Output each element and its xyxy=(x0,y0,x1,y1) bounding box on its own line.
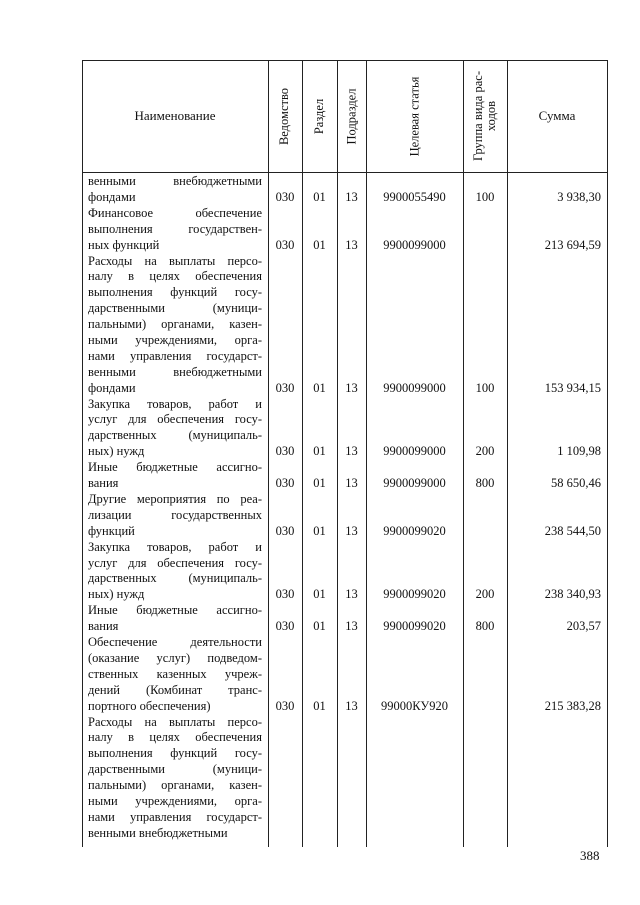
row-razdel: 01 xyxy=(313,476,326,491)
header-gruppa-line2: ходов xyxy=(484,100,498,132)
header-gruppa xyxy=(472,71,498,161)
row-name-line: вания xyxy=(88,476,119,491)
row-podrazdel: 13 xyxy=(345,698,358,713)
row-name-line: Финансовое обеспечение xyxy=(88,205,262,220)
row-summa: 153 934,15 xyxy=(544,380,601,395)
header-name: Наименование xyxy=(134,108,216,123)
row-celevaya: 9900099020 xyxy=(383,619,446,634)
header-celevaya: Целевая статья xyxy=(406,76,421,156)
row-name-line: пальными) органами, казен- xyxy=(88,778,262,793)
header-summa: Сумма xyxy=(538,108,576,123)
row-name-line: услуг для обеспечения госу- xyxy=(88,412,262,427)
row-name-line: Расходы на выплаты персо- xyxy=(88,714,262,729)
row-podrazdel: 13 xyxy=(345,237,358,252)
row-gruppa: 800 xyxy=(475,476,495,491)
row-podrazdel: 13 xyxy=(345,444,358,459)
row-name-line: дений (Комбинат транс- xyxy=(88,682,262,697)
row-celevaya: 9900099000 xyxy=(383,476,446,491)
row-podrazdel: 13 xyxy=(345,380,358,395)
row-name-line: венными внебюджетными xyxy=(88,174,262,188)
row-name-line: фондами xyxy=(88,189,136,204)
row-name-line: нами управления государст- xyxy=(88,809,262,824)
row-name-line: вания xyxy=(88,619,119,634)
row-name-line: дарственных (муниципаль- xyxy=(88,571,262,586)
row-name xyxy=(88,492,262,540)
row-name-line: Иные бюджетные ассигно- xyxy=(88,460,262,475)
row-razdel: 01 xyxy=(313,189,326,204)
row-celevaya: 9900099020 xyxy=(383,523,446,538)
row-podrazdel: 13 xyxy=(345,587,358,602)
row-name-line: портного обеспечения) xyxy=(88,698,211,713)
row-name-line: (оказание услуг) подведом- xyxy=(88,650,262,665)
row-name-line: Иные бюджетные ассигно- xyxy=(88,603,262,618)
page-number: 388 xyxy=(580,848,600,863)
row-name xyxy=(88,603,262,635)
row-celevaya: 99000КУ920 xyxy=(381,698,448,713)
row-razdel: 01 xyxy=(313,380,326,395)
row-summa: 203,57 xyxy=(566,619,601,634)
row-razdel: 01 xyxy=(313,444,326,459)
row-name xyxy=(88,460,262,492)
row-vedomstvo: 030 xyxy=(275,189,295,204)
header-celevaya-cell xyxy=(366,60,463,172)
row-gruppa: 100 xyxy=(475,380,495,395)
row-summa: 238 340,93 xyxy=(544,587,601,602)
row-razdel: 01 xyxy=(313,698,326,713)
row-name-line: Другие мероприятия по реа- xyxy=(88,492,262,506)
row-vedomstvo: 030 xyxy=(275,476,295,491)
row-name-line: Закупка товаров, работ и xyxy=(88,396,262,411)
row-gruppa: 200 xyxy=(475,444,495,459)
row-name-line: налу в целях обеспечения xyxy=(88,730,262,745)
row-podrazdel: 13 xyxy=(345,189,358,204)
row-vedomstvo: 030 xyxy=(275,444,295,459)
row-name xyxy=(88,635,262,714)
row-name-line: лизации государственных xyxy=(88,507,262,522)
row-gruppa: 200 xyxy=(475,587,495,602)
row-name-line: функций xyxy=(88,523,135,538)
row-name-line: выполнения государствен- xyxy=(88,221,262,236)
row-name-line: ных функций xyxy=(88,237,160,252)
row-name-line: ственных казенных учреж- xyxy=(88,666,262,681)
row-razdel: 01 xyxy=(313,523,326,538)
row-summa: 215 383,28 xyxy=(544,698,601,713)
row-name-line: Закупка товаров, работ и xyxy=(88,539,262,554)
row-celevaya: 9900055490 xyxy=(383,189,446,204)
row-name-line: пальными) органами, казен- xyxy=(88,317,262,332)
row-name-line: дарственных (муниципаль- xyxy=(88,428,262,443)
header-razdel: Раздел xyxy=(312,98,327,134)
row-razdel: 01 xyxy=(313,237,326,252)
row-name-line: фондами xyxy=(88,380,136,395)
header-razdel-cell xyxy=(302,60,337,172)
row-name-line: дарственными (муници- xyxy=(88,301,262,316)
header-gruppa-line1: Группа вида рас- xyxy=(471,71,485,161)
row-summa: 58 650,46 xyxy=(551,476,601,491)
row-name xyxy=(88,397,262,461)
row-podrazdel: 13 xyxy=(345,619,358,634)
row-name-line: нами управления государст- xyxy=(88,348,262,363)
row-name xyxy=(88,254,262,397)
row-vedomstvo: 030 xyxy=(275,587,295,602)
header-gruppa-cell xyxy=(463,60,507,172)
row-razdel: 01 xyxy=(313,619,326,634)
row-name xyxy=(88,206,262,254)
row-name xyxy=(88,540,262,604)
row-celevaya: 9900099000 xyxy=(383,237,446,252)
row-name-line: налу в целях обеспечения xyxy=(88,269,262,284)
header-bottom-border xyxy=(82,172,607,173)
row-name-line: ных) нужд xyxy=(88,444,145,459)
row-vedomstvo: 030 xyxy=(275,380,295,395)
row-vedomstvo: 030 xyxy=(275,237,295,252)
row-vedomstvo: 030 xyxy=(275,698,295,713)
header-podrazdel: Подраздел xyxy=(344,88,358,144)
row-name-line: венными внебюджетными xyxy=(88,825,228,840)
row-summa: 238 544,50 xyxy=(544,523,601,538)
header-vedomstvo: Ведомство xyxy=(277,87,292,145)
header-vedomstvo-cell xyxy=(268,60,302,172)
row-name-line: ными учреждениями, орга- xyxy=(88,794,262,809)
row-name-line: выполнения функций госу- xyxy=(88,285,262,300)
row-vedomstvo: 030 xyxy=(275,619,295,634)
row-name-line: Расходы на выплаты персо- xyxy=(88,253,262,268)
col-border-left xyxy=(82,60,83,847)
row-name-line: выполнения функций госу- xyxy=(88,746,262,761)
row-summa: 1 109,98 xyxy=(557,444,601,459)
row-name-line: дарственными (муници- xyxy=(88,762,262,777)
row-celevaya: 9900099000 xyxy=(383,380,446,395)
row-name-line: ных) нужд xyxy=(88,587,145,602)
row-name-line: услуг для обеспечения госу- xyxy=(88,555,262,570)
row-name xyxy=(88,174,262,206)
row-name xyxy=(88,715,262,842)
col-border-right xyxy=(607,60,608,847)
row-name-line: венными внебюджетными xyxy=(88,364,262,379)
row-vedomstvo: 030 xyxy=(275,523,295,538)
row-celevaya: 9900099000 xyxy=(383,444,446,459)
row-podrazdel: 13 xyxy=(345,476,358,491)
row-podrazdel: 13 xyxy=(345,523,358,538)
row-celevaya: 9900099020 xyxy=(383,587,446,602)
row-gruppa: 100 xyxy=(475,189,495,204)
row-name-line: ными учреждениями, орга- xyxy=(88,332,262,347)
header-podrazdel-cell xyxy=(337,60,366,172)
row-summa: 3 938,30 xyxy=(557,189,601,204)
row-summa: 213 694,59 xyxy=(544,237,601,252)
row-name-line: Обеспечение деятельности xyxy=(88,635,262,650)
row-razdel: 01 xyxy=(313,587,326,602)
row-gruppa: 800 xyxy=(475,619,495,634)
